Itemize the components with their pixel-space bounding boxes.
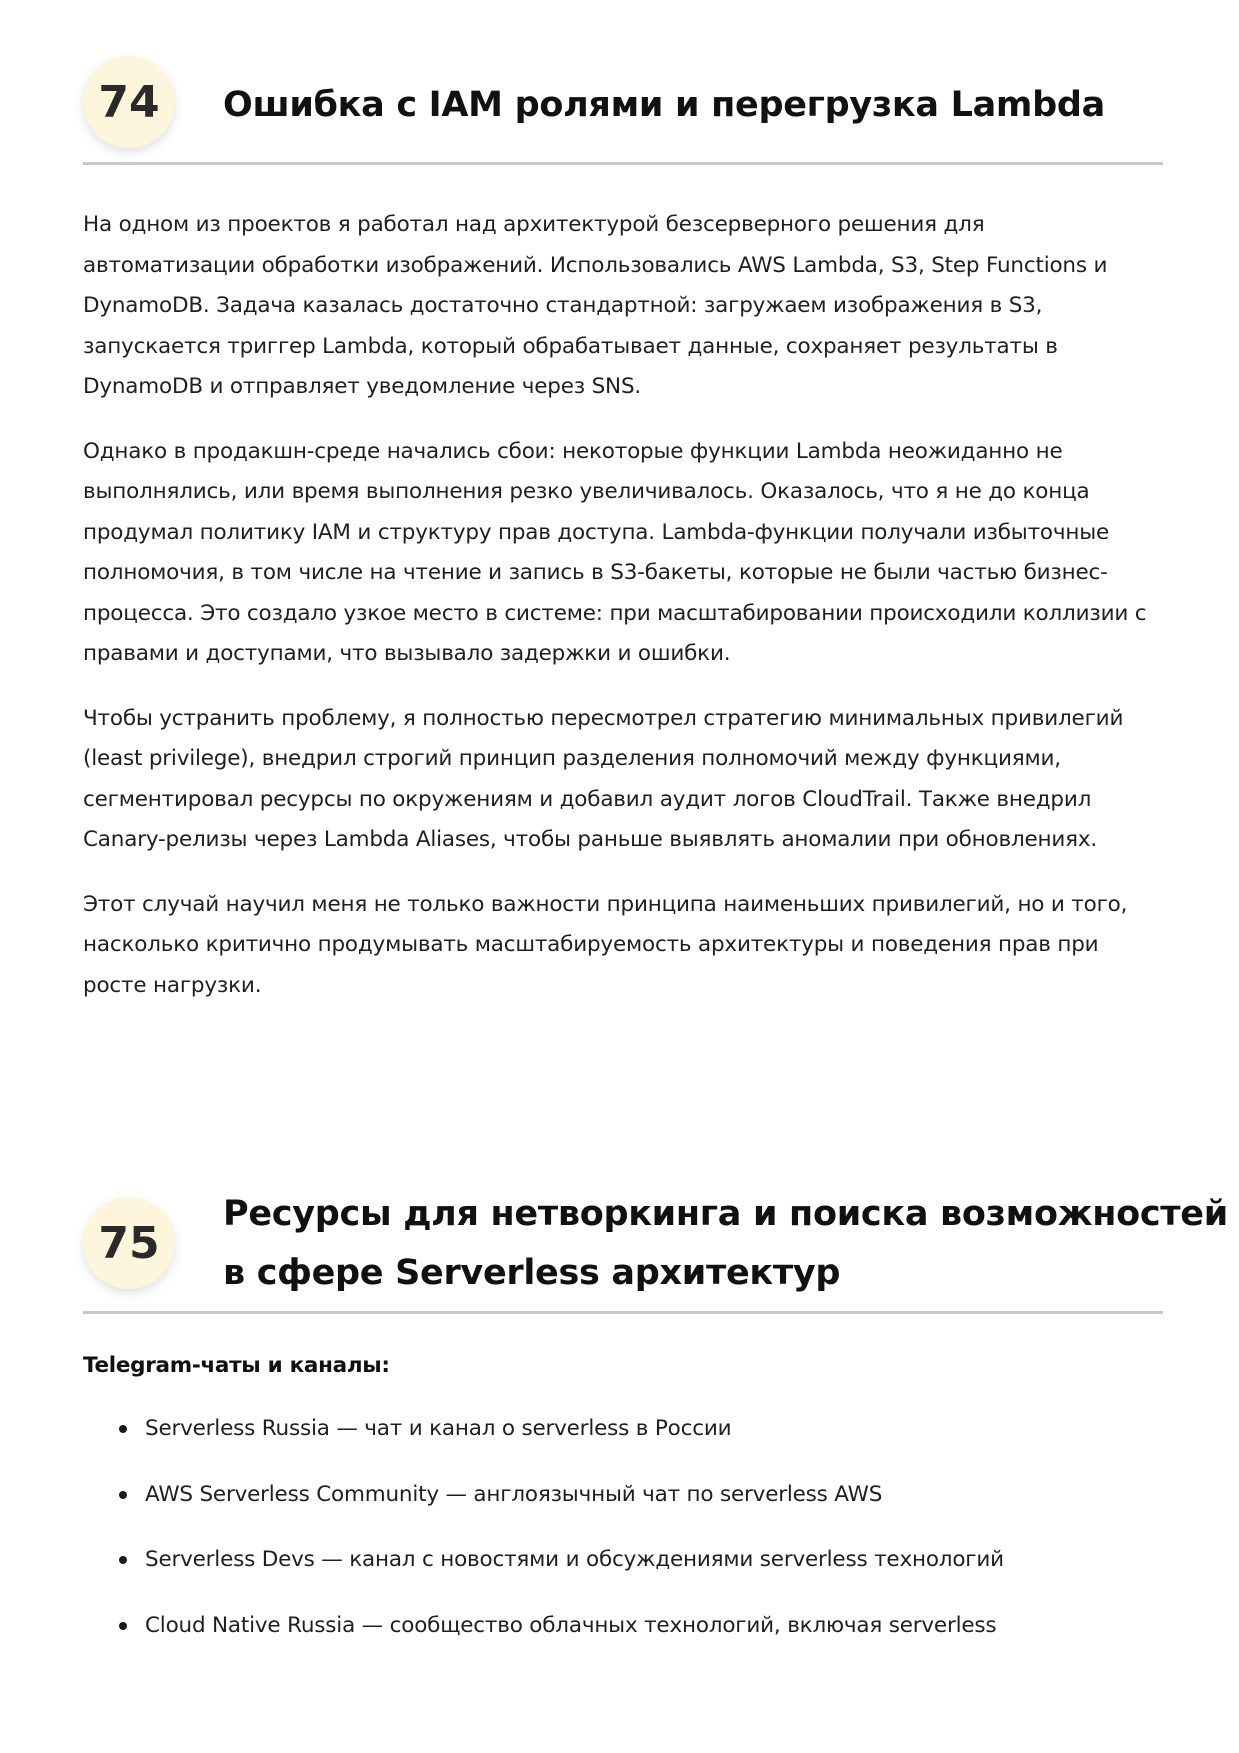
paragraph: На одном из проектов я работал над архитектурой безсерверного решения для автоматизации обработки изображений. Использовались AWS Lambda, S3, Step Functions и DynamoDB. Задача казалась достаточно стандартной: загружаем изображения в S3, запускается триггер Lambda, который обрабатывает данные, сохраняет результаты в DynamoDB и отправляет уведомление через SNS. [83, 212, 1108, 399]
list-item [83, 1611, 1163, 1677]
bullet-icon [119, 1556, 127, 1564]
section-75 [83, 1185, 1228, 1676]
section-75-body [83, 1314, 1163, 1676]
bullet-icon [119, 1491, 127, 1499]
section-title: Ошибка с IAM ролями и перегрузка Lambda [223, 85, 1105, 125]
list-item [83, 1480, 1163, 1546]
section-74-body [83, 165, 1163, 1006]
subheading: Telegram-чаты и каналы: [83, 1353, 390, 1378]
bullet-icon [119, 1425, 127, 1433]
list-item [83, 1545, 1163, 1611]
bullet-icon [119, 1622, 127, 1630]
section-title-line: Ресурсы для нетворкинга и поиска возможностей [223, 1194, 1228, 1234]
list-item-text: Cloud Native Russia — сообщество облачных технологий, включая serverless [145, 1612, 997, 1638]
section-number-badge: 74 [83, 56, 175, 148]
list-item-text: Serverless Devs — канал с новостями и обсуждениями serverless технологий [145, 1547, 1004, 1572]
section-75-header [83, 1185, 1228, 1314]
section-title [223, 1185, 1228, 1303]
section-number-badge: 75 [83, 1197, 175, 1289]
section-74-header [83, 50, 1163, 165]
paragraph: Чтобы устранить проблему, я полностью пересмотрел стратегию минимальных привилегий (least privilege), внедрил строгий принцип разделения полномочий между функциями, сегментировал ресурсы по окружениям и добавил аудит логов CloudTrail. Также внедрил Canary-релизы через Lambda Aliases, чтобы раньше выявлять аномалии при обновлениях. [83, 705, 1124, 852]
paragraph: Однако в продакшн-среде начались сбои: некоторые функции Lambda неожиданно не выполнялись, или время выполнения резко увеличивалось. Оказалось, что я не до конца продумал политику IAM и структуру прав доступа. Lambda-функции получали избыточные полномочия, в том числе на чтение и запись в S3-бакеты, которые не были частью бизнес-процесса. Это создало узкое место в системе: при масштабировании происходили коллизии с правами и доступами, что вызывало задержки и ошибки. [83, 438, 1147, 666]
section-title-line: в сфере Serverless архитектур [223, 1253, 841, 1293]
section-74 [83, 50, 1163, 1030]
list-item-text: AWS Serverless Community — англоязычный чат по serverless AWS [145, 1481, 883, 1507]
list-item [83, 1414, 1163, 1480]
list-item-text: Serverless Russia — чат и канал о serverless в России [145, 1416, 732, 1441]
paragraph: Этот случай научил меня не только важности принципа наименьших привилегий, но и того, насколько критично продумывать масштабируемость архитектуры и поведения прав при росте нагрузки. [83, 891, 1128, 998]
resource-list [83, 1414, 1163, 1676]
